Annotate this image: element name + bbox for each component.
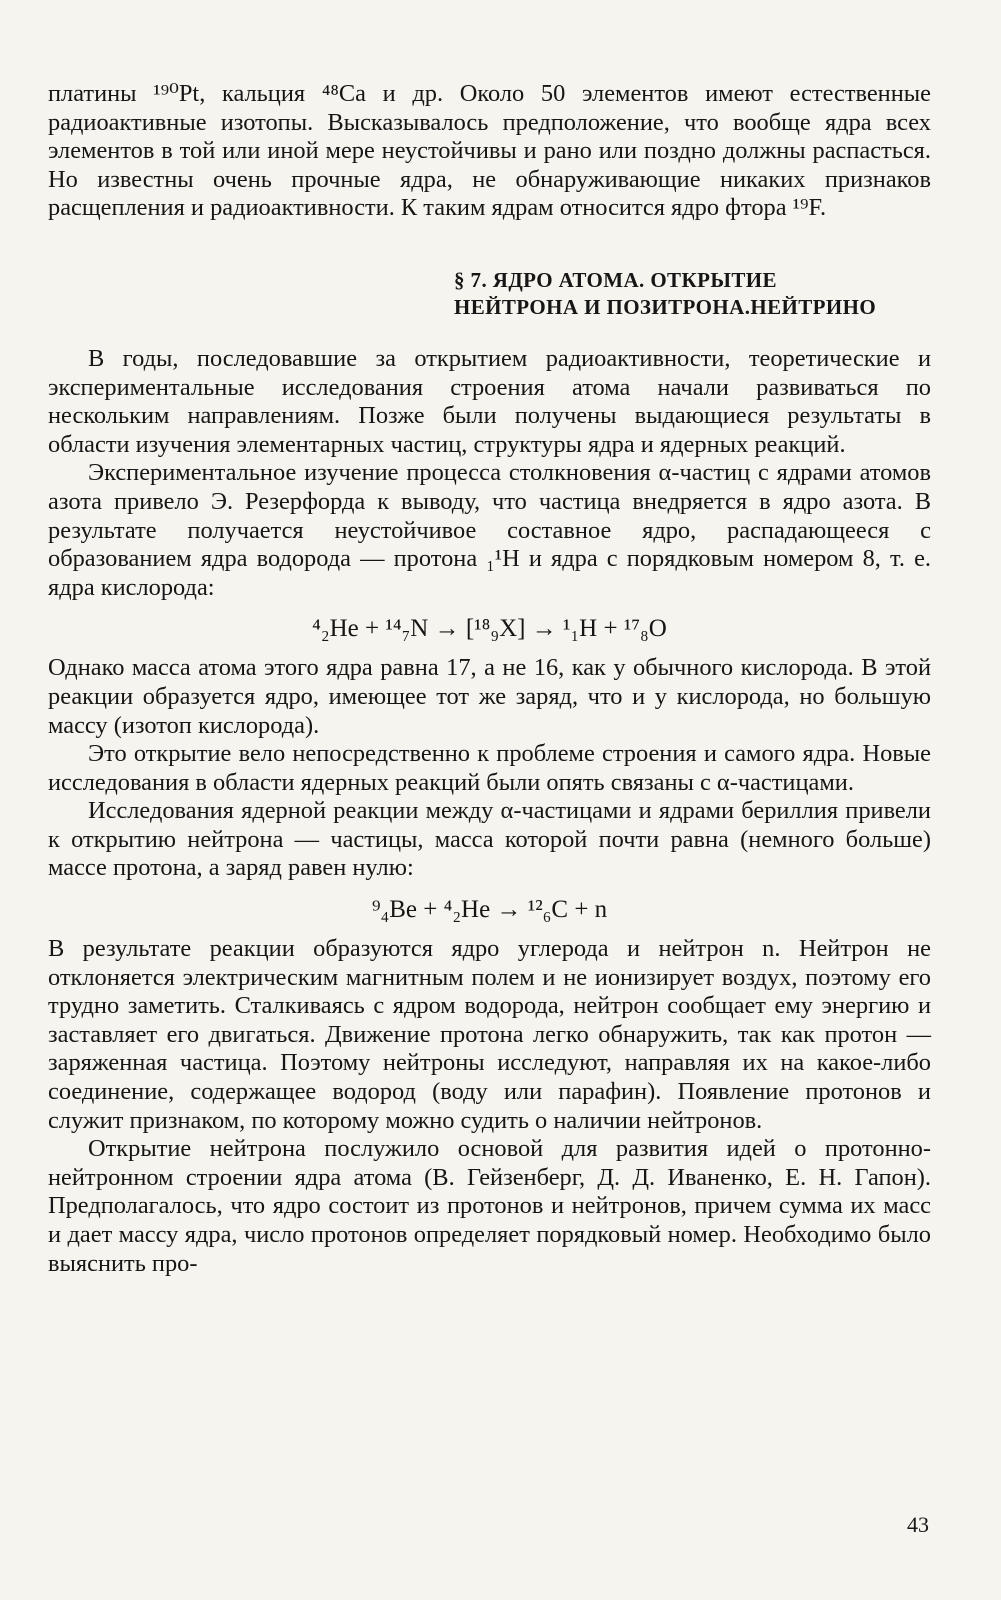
section-heading-line-2: НЕЙТРОНА И ПОЗИТРОНА.НЕЙТРИНО [454,294,877,319]
paragraph-1: платины ¹⁹⁰Pt, кальция ⁴⁸Ca и др. Около 50 элементов имеют естественные радиоактивные изотопы. Высказывалось предположение, что вообще ядра всех элементов в той или иной мере неустойчивы и рано или поздно должны распасться. Но известны очень прочные ядра, не обнаруживающие никаких признаков расщепления и радиоактивности. К таким ядрам относится ядро фтора ¹⁹F. [48,80,931,222]
formula-nitrogen-reaction [48,614,931,644]
paragraph-3: Экспериментальное изучение процесса столкновения α-частиц с ядрами атомов азота привело Э. Резерфорда к выводу, что частица внедряется в ядро азота. В результате получается неустойчивое составное ядро, распадающееся с образованием ядра водорода — протона ₁¹H и ядра с порядковым номером 8, т. е. ядра кислорода: [48,459,931,601]
page-number: 43 [907,1512,929,1537]
formula-nitrogen-reaction-text: ⁴₂He + ¹⁴₇N → [¹⁸₉X] → ¹₁H + ¹⁷₈O [312,615,667,643]
section-heading-line-1: § 7. ЯДРО АТОМА. ОТКРЫТИЕ [454,267,777,292]
formula-beryllium-reaction-text: ⁹₄Be + ⁴₂He → ¹²₆C + n [371,896,608,924]
paragraph-5: Это открытие вело непосредственно к проблеме строения и самого ядра. Новые исследования в области ядерных реакций были опять связаны с α-частицами. [48,740,931,796]
paragraph-2: В годы, последовавшие за открытием радиоактивности, теоретические и экспериментальные исследования строения атома начали развиваться по нескольким направлениям. Позже были получены выдающиеся результаты в области изучения элементарных частиц, структуры ядра и ядерных реакций. [48,344,931,458]
paragraph-7: В результате реакции образуются ядро углерода и нейтрон n. Нейтрон не отклоняется электрическим магнитным полем и не ионизирует воздух, поэтому его трудно заметить. Сталкиваясь с ядром водорода, нейтрон сообщает ему энергию и заставляет его двигаться. Движение протона легко обнаружить, так как протон — заряженная частица. Поэтому нейтроны исследуют, направляя их на какое-либо соединение, содержащее водород (воду или парафин). Появление протонов и служит признаком, по которому можно судить о наличии нейтронов. [48,935,931,1134]
section-heading [454,267,931,321]
paragraph-4: Однако масса атома этого ядра равна 17, а не 16, как у обычного кислорода. В этой реакции образуется ядро, имеющее тот же заряд, что и у кислорода, но большую массу (изотоп кислорода). [48,654,931,739]
paragraph-6: Исследования ядерной реакции между α-частицами и ядрами бериллия привели к открытию нейтрона — частицы, масса которой почти равна (немного больше) массе протона, а заряд равен нулю: [48,797,931,882]
paragraph-8: Открытие нейтрона послужило основой для развития идей о протонно-нейтронном строении ядра атома (В. Гейзенберг, Д. Д. Иваненко, Е. Н. Гапон). Предполагалось, что ядро состоит из протонов и нейтронов, причем сумма их масс и дает массу ядра, число протонов определяет порядковый номер. Необходимо было выяснить про- [48,1135,931,1277]
formula-beryllium-reaction [48,895,931,925]
